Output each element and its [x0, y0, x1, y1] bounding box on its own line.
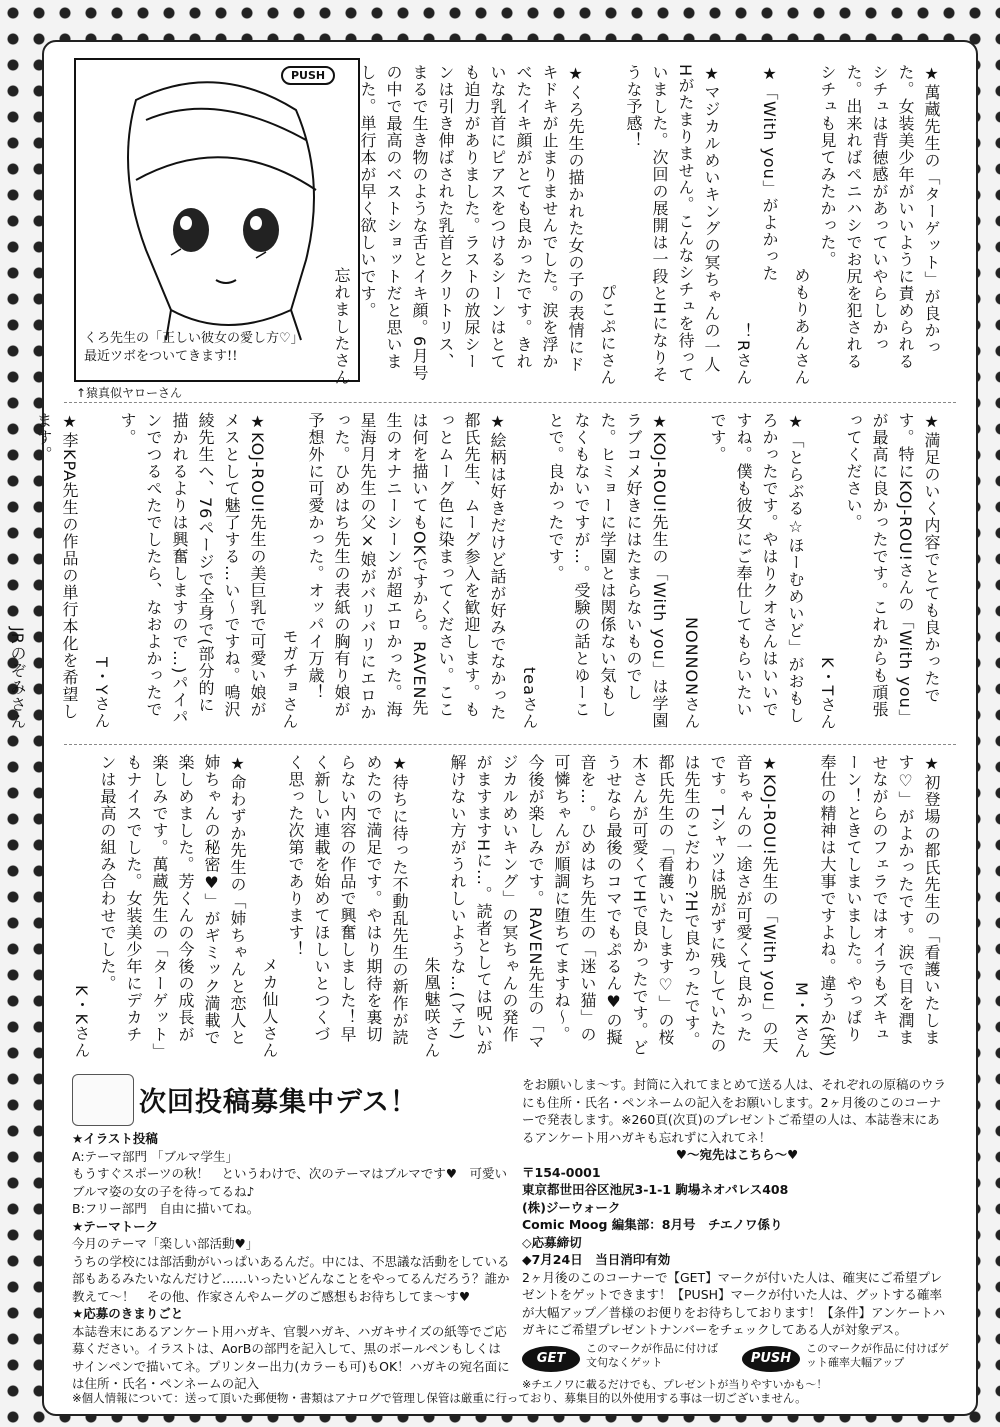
address-line: Comic Moog 編集部：8月号 チエノワ係り: [522, 1217, 783, 1232]
submission-rules: [72, 1130, 512, 1393]
divider: [64, 402, 956, 403]
caption-line: くろ先生の「正しい彼女の愛し方♡」: [84, 331, 304, 346]
letter-text: ★満足のいく内容でとても良かったです。特にKOJ-ROU!さんの「With you」が最高に良かったです。これからも頑張ってください。: [844, 412, 941, 726]
rules-line: A:テーマ部門 「ブルマ学生」: [72, 1148, 239, 1164]
rules-line: 今月のテーマ「楽しい部活動♥」: [72, 1236, 259, 1251]
letter-text: ★「With you」がよかった: [760, 64, 779, 282]
address-line: 〒154-0001: [522, 1164, 601, 1180]
address-line: ◇応募締切: [522, 1234, 582, 1250]
letter-signature: めもりあんさん: [792, 267, 811, 386]
letters-column-3: [72, 754, 944, 1059]
rules-line: ★テーマトーク: [72, 1218, 159, 1234]
letter-text: ★マジカルめいキングの冥ちゃんの一人Hがたまりません。こんなシチュを待っていました。次回の展開は一段とHになりそうな予感！: [624, 64, 721, 384]
address-line: ♥〜宛先はこちら〜♥: [675, 1147, 799, 1162]
letter-text: ★命わずか先生の「姉ちゃんと恋人と姉ちゃんの秘密♥」がギミック満載で楽しめました。芳くんの今後の成長が楽しみです。萬蔵先生の「ターゲット」もナイスでした。女装美少年にデカチンは最高の組み合わせでした。: [98, 754, 247, 1052]
divider: [64, 744, 956, 745]
address-line: (株)ジーウォーク: [522, 1199, 621, 1215]
mini-illustration-icon: [72, 1074, 134, 1126]
letter-signature: K・Tさん: [818, 656, 837, 730]
reader-letter: [4, 412, 82, 730]
letter-signature: 朱凰魅咲さん: [422, 957, 441, 1059]
address-line: 東京都世田谷区池尻3-1-1 駒場ネオパレス408: [522, 1182, 789, 1197]
rules-line: ★イラスト投稿: [72, 1131, 158, 1146]
letter-text: ★くろ先生の描かれた女の子の表情にドキドキが止まりませんでした。涙を浮かべたイキ顔がとても良かったです。きれいな乳首にピアスをつけるシーンはとても迫力がありました。ラストの放尿シーンは引き伸ばされた乳首とクリトリス、まるで生き物のような舌とイキ顔。6月号の中で最高のベストショットだと思いました。単行本が早く欲しいです。: [358, 64, 585, 382]
reader-letter: [256, 754, 412, 1059]
reader-letter: [68, 754, 250, 1059]
letter-signature: ！Rさん: [734, 322, 753, 386]
letters-page: [8, 40, 978, 1416]
push-badge: PUSH: [281, 66, 335, 85]
reader-letter: [678, 412, 808, 730]
reader-letter: [516, 412, 672, 730]
reader-letter: [88, 412, 270, 730]
letter-text: ★KOJ-ROU!先生の「With you」は学園ラブコメ好きにはたまらないものでした。ヒミョーに学園とは関係ない気もしなくもないですが…。受験の話とゆーことで。良かったです。: [546, 412, 669, 729]
letter-text: ★待ちに待った不動乱先生の新作が読めたので満足です。やはり期待を裏切らない内容の作品で興奮しました！早く新しい連載を始めてほしいとつくづく思った次第であります！: [286, 754, 409, 1046]
letter-text: ★萬蔵先生の「ターゲット」が良かった。女装美少年がいいように責められるシチュは背徳感があっていやらしかった。出来ればペニハシでお尻を犯されるシチュも見てみたかった。: [818, 64, 941, 370]
caption-line: 最近ツボをついてきます!!: [84, 349, 238, 364]
rules-line: B:フリー部門 自由に描いてね。: [72, 1201, 260, 1216]
letter-signature: モガチョさん: [280, 628, 299, 730]
letter-text: ★「とらぶる☆ほーむめいど」がおもしろかったです。やはりクオさんはいいですね。僕も彼女にご奉仕してもらいたいです。: [708, 412, 805, 724]
address-line: をお願いしま〜す。封筒に入れてまとめて送る人は、それぞれの原稿のウラにも住所・氏名・ペンネームの記入をお願いします。2ヶ月後のこのコーナーで発表します。※260頁(次頁)のプレゼントご希望の人は、本誌巻末にあるアンケート用ハガキも忘れずに入れてネ！: [522, 1077, 947, 1145]
illustration-caption: [84, 330, 350, 366]
reader-letter: [328, 64, 588, 386]
reader-letter: [730, 64, 782, 386]
letter-text: ★絵柄は好きだけど話が好みでなかった都氏先生、ムーグ参入を歓迎します。もっとムーグ色に染まってください。ここは何を描いてもOKですから。RAVEN先生のオナニーシーンが超エロかった。海星海月先生の父×娘がバリバリにエロかった。ひめはち先生の表紙の胸有り娘が予想外に可愛かった。オッパイ万歳！: [306, 412, 507, 721]
address-line: ◆7月24日 当日消印有効: [522, 1252, 671, 1267]
letter-text: ★李KPA先生の作品の単行本化を希望します。: [34, 412, 79, 721]
hint-text: ※チエノワに載るだけでも、プレゼントが当りやすいかも〜！: [522, 1378, 828, 1391]
letter-signature: T・Yさん: [92, 657, 111, 730]
letter-text: ★KOJ-ROU!先生の美巨乳で可愛い娘がメスとして魅了する…い〜ですね。鳴沢綾先生へ、76ページで全身で(部分的に描かれるよりは興奮しますので…)パイパンでつるぺたでしたら、なおよかったです。: [118, 412, 267, 726]
letter-text: ★KOJ-ROU!先生の「With you」の天音ちゃんの一途さが可愛くて良かったです。Tシャツは脱がずに残していたのは先生のこだわり?Hで良かったです。都氏先生の「看護いたします♡」の桜木さんが可愛くてHで良かったです。どうせなら最後のコマでもぷるん♥の擬音を…。ひめはち先生の「迷い猫」の可憐ちゃんが順調に堕ちてますね〜。今後が楽しみです。RAVEN先生の「マジカルめいキング」の冥ちゃんの発作がますますHに…。読者としては呪いが解けない方がうれしいような…(マテ): [448, 754, 779, 1057]
letter-signature: 忘れましたさん: [332, 267, 351, 386]
letter-signature: M・Kさん: [792, 981, 811, 1059]
reader-illustration: [74, 58, 360, 382]
rules-line: ★応募のきまりごと: [72, 1306, 184, 1321]
rules-line: 本誌巻末にあるアンケート用ハガキ、官製ハガキ、ハガキサイズの紙等でご応募ください。イラストは、AorBの部門を記入して、黒のボールペンもしくはサインペンで描いてネ。プリンター出力(カラーも可)もOK！ハガキの宛名面には住所・氏名・ペンネームの記入: [72, 1323, 510, 1391]
reader-letter: [594, 64, 724, 386]
push-mark-icon: PUSH: [742, 1346, 800, 1372]
reader-letter: [814, 412, 944, 730]
get-mark-icon: GET: [522, 1346, 580, 1372]
reader-letter: [788, 64, 944, 386]
address-line: 2ヶ月後のこのコーナーで【GET】マークが付いた人は、確実にご希望プレゼントをゲットできます！【PUSH】マークが付いた人は、グットする確率が大幅アップ／普様のお便りをお待ちしております！【条件】アンケートハガキにご希望プレゼントナンバーをチェックしてある人が対象デス。: [522, 1269, 946, 1337]
letter-signature: ぴこぷにさん: [598, 284, 617, 386]
letter-signature: teaさん: [520, 667, 539, 730]
push-mark-desc: このマークが作品に付けばゲット確率大幅アップ: [806, 1342, 949, 1369]
rules-line: うちの学校には部活動がいっぱいあるんだ。中には、不思議な活動をしている部もあるみたいなんだけど……いったいどんなことをやってるんだろう？誰か教えて〜！ その他、作家さんやムーグのご感想もお待ちしてま〜す♥: [72, 1253, 510, 1304]
letter-signature: メカ仙人さん: [260, 957, 279, 1059]
letters-column-1: [332, 64, 944, 386]
marks-legend: [522, 1342, 952, 1392]
reader-letter: [276, 412, 510, 730]
letter-signature: K・Kさん: [72, 985, 91, 1059]
rules-line: もうすぐスポーツの秋！ というわけで、次のテーマはブルマです♥ 可愛いブルマ姿の女の子を待ってるね♪: [72, 1166, 507, 1199]
letters-column-2: [8, 412, 944, 730]
letter-signature: JRのぞみさん: [8, 627, 27, 730]
privacy-note: ※個人情報について：送って頂いた郵便物・書類はアナログで管理し保管は厳重に行っており、募集目的以外使用する事は一切ございません。: [72, 1391, 807, 1405]
reader-letter: [788, 754, 944, 1059]
reader-letter: [418, 754, 782, 1059]
submission-section: [44, 1072, 976, 1412]
letter-signature: NONNONさん: [682, 616, 701, 730]
illustration-credit: ↑猿真似ヤローさん: [76, 386, 183, 400]
submission-address: [522, 1076, 952, 1339]
section-heading: 次回投稿募集中デス！: [139, 1087, 418, 1118]
letter-text: ★初登場の都氏先生の「看護いたします♡」がよかったです。涙で目を潤ませながらのフェラではオイラもズキューン！ときてしまいました。やっぱり奉仕の精神は大事ですよね。違うか(笑): [818, 754, 941, 1058]
get-mark-desc: このマークが作品に付けば文句なくゲット: [586, 1342, 718, 1369]
